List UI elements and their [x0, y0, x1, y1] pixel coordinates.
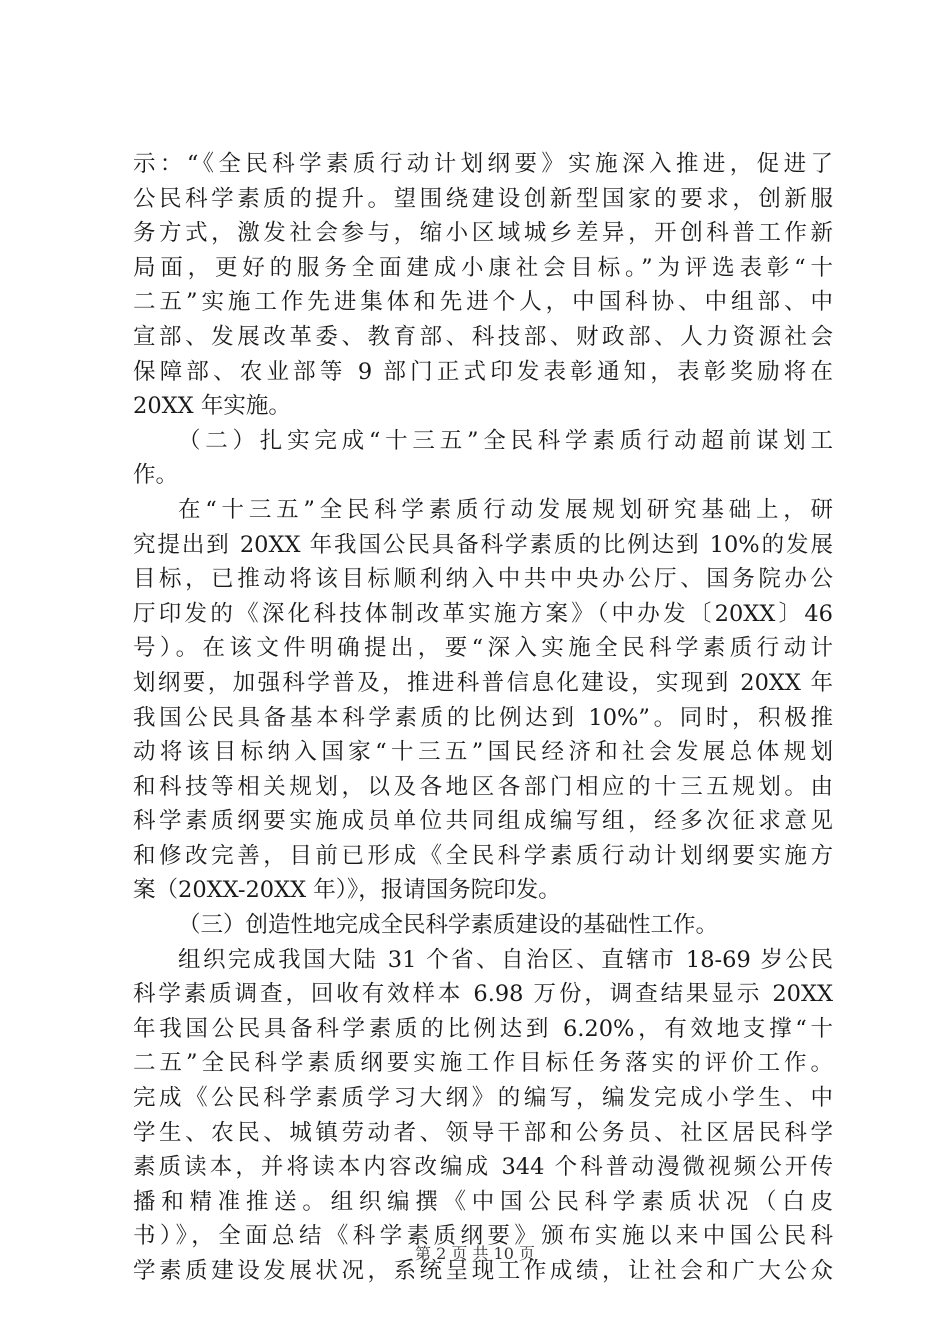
- text-line: 案（20XX-20XX 年）》，报请国务院印发。: [133, 877, 561, 904]
- text-line: 学生、农民、城镇劳动者、领导干部和公务员、社区居民科学: [133, 1119, 833, 1146]
- text-line: 宣部、发展改革委、教育部、科技部、财政部、人力资源社会: [133, 323, 833, 350]
- text-line: 20XX 年实施。: [133, 393, 291, 420]
- text-line: 书）》，全面总结《科学素质纲要》颁布实施以来中国公民科: [133, 1223, 833, 1250]
- text-line: 完成《公民科学素质学习大纲》的编写，编发完成小学生、中: [133, 1085, 833, 1112]
- text-line: 目标，已推动将该目标顺利纳入中共中央办公厅、国务院办公: [133, 566, 833, 593]
- text-line: 划纲要，加强科学普及，推进科普信息化建设，实现到 20XX 年: [133, 669, 833, 696]
- text-line: 播和精准推送。组织编撰《中国公民科学素质状况（白皮: [133, 1188, 833, 1215]
- text-line: 学素质建设发展状况，系统呈现工作成绩，让社会和广大公众: [133, 1258, 833, 1284]
- text-line: 究提出到 20XX 年我国公民具备科学素质的比例达到 10%的发展: [133, 531, 833, 558]
- text-line: 动将该目标纳入国家“十三五”国民经济和社会发展总体规划: [133, 739, 833, 766]
- text-line: 作。: [133, 462, 179, 489]
- page-footer: 第 2 页 共 10 页: [415, 1244, 535, 1263]
- text-line: （三）创造性地完成全民科学素质建设的基础性工作。: [178, 912, 719, 939]
- text-line: 和修改完善，目前已形成《全民科学素质行动计划纲要实施方: [133, 842, 833, 869]
- text-line: 保障部、农业部等 9 部门正式印发表彰通知，表彰奖励将在: [133, 358, 833, 385]
- text-line: 科学素质调查，回收有效样本 6.98 万份，调查结果显示 20XX: [133, 981, 833, 1008]
- text-line: 示：“《全民科学素质行动计划纲要》实施深入推进，促进了: [133, 151, 833, 177]
- document-body: [133, 147, 833, 1289]
- text-line: 年我国公民具备科学素质的比例达到 6.20%，有效地支撑“十: [133, 1015, 833, 1042]
- text-line: （二）扎实完成“十三五”全民科学素质行动超前谋划工: [178, 427, 833, 454]
- text-line: 在“十三五”全民科学素质行动发展规划研究基础上，研: [178, 496, 833, 523]
- text-line: 科学素质纲要实施成员单位共同组成编写组，经多次征求意见: [133, 808, 833, 835]
- text-line: 组织完成我国大陆 31 个省、自治区、直辖市 18-69 岁公民: [178, 946, 833, 973]
- text-line: 务方式，激发社会参与，缩小区域城乡差异，开创科普工作新: [133, 220, 833, 247]
- text-line: 素质读本，并将读本内容改编成 344 个科普动漫微视频公开传: [133, 1154, 833, 1181]
- text-line: 公民科学素质的提升。望围绕建设创新型国家的要求，创新服: [133, 185, 833, 212]
- text-line: 我国公民具备基本科学素质的比例达到 10%”。同时，积极推: [133, 704, 833, 731]
- text-line: 二五”实施工作先进集体和先进个人，中国科协、中组部、中: [133, 289, 833, 316]
- text-line: 和科技等相关规划，以及各地区各部门相应的十三五规划。由: [133, 773, 833, 800]
- text-line: 二五”全民科学素质纲要实施工作目标任务落实的评价工作。: [133, 1050, 833, 1077]
- text-line: 厅印发的《深化科技体制改革实施方案》（中办发〔20XX〕46: [133, 600, 833, 627]
- text-line: 号）。在该文件明确提出，要“深入实施全民科学素质行动计: [133, 635, 833, 662]
- text-line: 局面，更好的服务全面建成小康社会目标。”为评选表彰“十: [133, 254, 833, 281]
